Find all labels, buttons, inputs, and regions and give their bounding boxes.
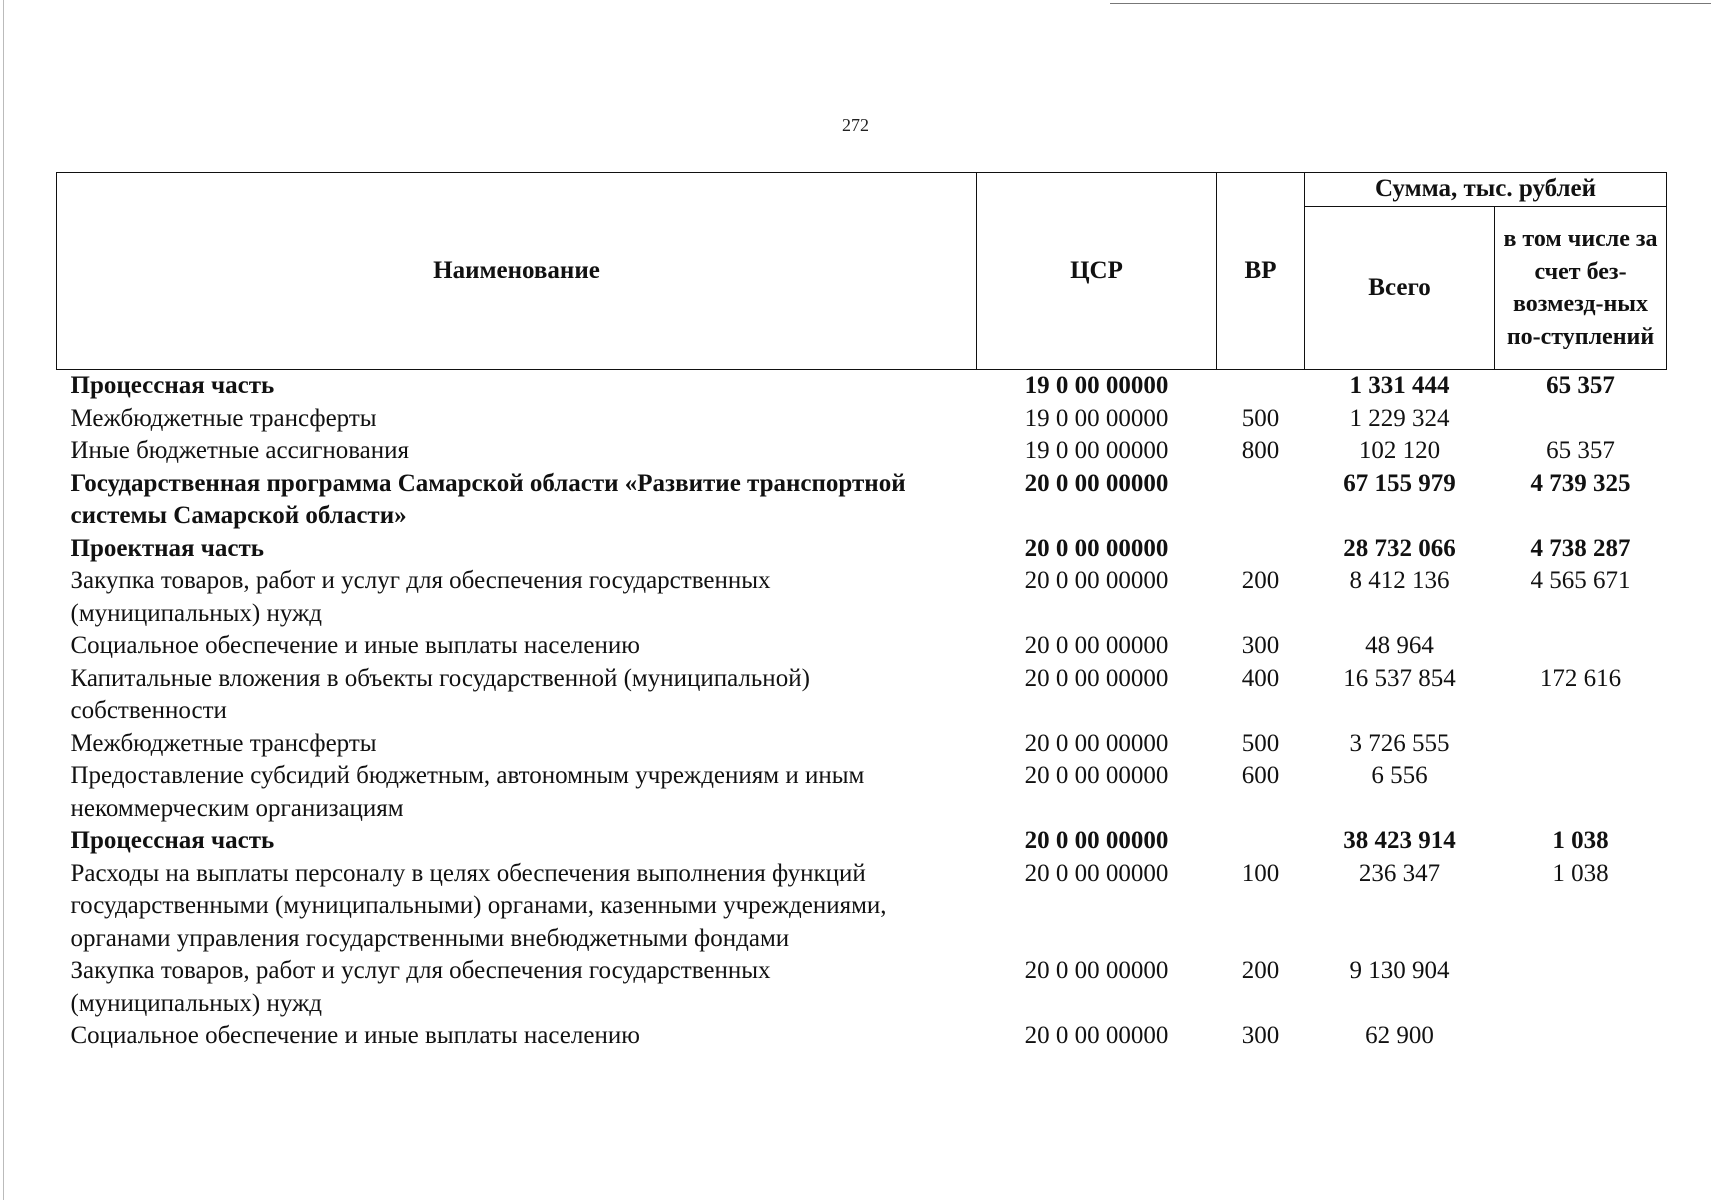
- table-row: [57, 663, 1667, 728]
- row-name: Закупка товаров, работ и услуг для обеспечения государственных (муниципальных) нужд: [70, 957, 771, 1017]
- row-total: 48 964: [1365, 632, 1434, 659]
- row-csr: 20 0 00 00000: [1024, 859, 1169, 887]
- table-row: [57, 630, 1667, 663]
- row-total: 1 331 444: [1349, 372, 1450, 399]
- page-number: 272: [842, 115, 869, 135]
- row-name: Социальное обеспечение и иные выплаты населению: [70, 632, 640, 659]
- row-free: 1 038: [1552, 859, 1609, 887]
- row-free: [1495, 728, 1667, 761]
- row-csr: 20 0 00 00000: [1024, 632, 1169, 659]
- row-free: 4 565 671: [1530, 567, 1631, 594]
- table-row: [57, 533, 1667, 566]
- header-vr: ВР: [1217, 173, 1305, 370]
- row-total: 8 412 136: [1349, 567, 1450, 594]
- table-row: [57, 403, 1667, 436]
- row-csr: 20 0 00 00000: [1024, 827, 1169, 854]
- row-csr: 20 0 00 00000: [1024, 729, 1169, 757]
- row-total: 28 732 066: [1343, 534, 1456, 562]
- row-csr: 20 0 00 00000: [1024, 567, 1169, 594]
- table-row: [57, 565, 1667, 630]
- row-name: Закупка товаров, работ и услуг для обеспечения государственных (муниципальных) нужд: [70, 567, 771, 627]
- row-name: Иные бюджетные ассигнования: [70, 437, 410, 464]
- budget-table: [56, 172, 1667, 1053]
- row-name: Межбюджетные трансферты: [70, 729, 377, 757]
- table-header: [57, 173, 1667, 370]
- row-csr: 19 0 00 00000: [1024, 437, 1169, 464]
- row-name: Капитальные вложения в объекты государственной (муниципальной) собственности: [70, 664, 810, 724]
- row-vr: 300: [1241, 632, 1280, 659]
- row-total: 16 537 854: [1343, 664, 1456, 692]
- row-vr: [1217, 468, 1305, 533]
- row-csr: 20 0 00 00000: [1024, 762, 1169, 789]
- row-vr: 500: [1241, 729, 1280, 757]
- row-free: 65 357: [1546, 372, 1615, 399]
- header-incl-free: в том числе за счет без-возмезд-ных по-ступлений: [1495, 207, 1667, 370]
- row-name: Проектная часть: [70, 534, 265, 562]
- row-total: 38 423 914: [1343, 827, 1456, 854]
- row-total: 62 900: [1365, 1022, 1434, 1049]
- table-row: [57, 468, 1667, 533]
- row-name: Межбюджетные трансферты: [70, 404, 377, 432]
- row-vr: 600: [1241, 762, 1280, 789]
- row-total: 3 726 555: [1349, 729, 1450, 757]
- row-vr: 800: [1241, 437, 1280, 464]
- row-name: Процессная часть: [70, 827, 275, 854]
- row-csr: 20 0 00 00000: [1024, 957, 1169, 984]
- scan-left-edge: [3, 0, 4, 1200]
- row-vr: 100: [1241, 859, 1280, 887]
- row-vr: [1217, 533, 1305, 566]
- row-csr: 20 0 00 00000: [1024, 534, 1169, 562]
- row-total: 6 556: [1371, 762, 1428, 789]
- row-name: Социальное обеспечение и иные выплаты населению: [70, 1022, 640, 1049]
- row-total: 102 120: [1358, 437, 1441, 464]
- table-row: [57, 760, 1667, 825]
- table-row: [57, 1020, 1667, 1053]
- table-row: [57, 858, 1667, 956]
- header-total: Всего: [1305, 207, 1495, 370]
- row-free: 4 739 325: [1530, 469, 1631, 497]
- row-free: [1495, 955, 1667, 1020]
- row-vr: 400: [1241, 664, 1280, 692]
- header-sum: Сумма, тыс. рублей: [1305, 173, 1667, 207]
- table-row: [57, 825, 1667, 858]
- row-total: 236 347: [1358, 859, 1441, 887]
- row-name: Расходы на выплаты персоналу в целях обеспечения выполнения функций государственными (муниципальными) органами, казенными учреждениями, органами управления государственными внебюджетными фондами: [70, 859, 887, 952]
- row-csr: 19 0 00 00000: [1024, 404, 1169, 432]
- row-csr: 19 0 00 00000: [1024, 372, 1169, 399]
- table-row: [57, 435, 1667, 468]
- row-name: Государственная программа Самарской области «Развитие транспортной системы Самарской области»: [70, 469, 906, 529]
- row-csr: 20 0 00 00000: [1024, 1022, 1169, 1049]
- row-free: 65 357: [1546, 437, 1615, 464]
- row-vr: [1217, 370, 1305, 403]
- row-name: Предоставление субсидий бюджетным, автономным учреждениям и иным некоммерческим организациям: [70, 762, 865, 822]
- row-total: 1 229 324: [1349, 404, 1450, 432]
- row-vr: [1217, 825, 1305, 858]
- row-vr: 300: [1241, 1022, 1280, 1049]
- row-vr: 500: [1241, 404, 1280, 432]
- row-free: 172 616: [1539, 664, 1622, 692]
- row-vr: 200: [1241, 567, 1280, 594]
- row-free: 4 738 287: [1530, 534, 1631, 562]
- row-free: [1495, 630, 1667, 663]
- header-csr: ЦСР: [977, 173, 1217, 370]
- row-free: [1495, 1020, 1667, 1053]
- scan-top-rule: [1110, 3, 1711, 4]
- row-free: 1 038: [1552, 827, 1609, 854]
- row-total: 67 155 979: [1343, 469, 1456, 497]
- table-body: [57, 370, 1667, 1053]
- row-vr: 200: [1241, 957, 1280, 984]
- row-free: [1495, 760, 1667, 825]
- table-row: [57, 728, 1667, 761]
- row-name: Процессная часть: [70, 372, 275, 399]
- table-row: [57, 955, 1667, 1020]
- header-name: Наименование: [57, 173, 977, 370]
- row-csr: 20 0 00 00000: [1024, 469, 1169, 497]
- row-csr: 20 0 00 00000: [1024, 664, 1169, 692]
- row-total: 9 130 904: [1349, 957, 1450, 984]
- table-row: [57, 370, 1667, 403]
- row-free: [1495, 403, 1667, 436]
